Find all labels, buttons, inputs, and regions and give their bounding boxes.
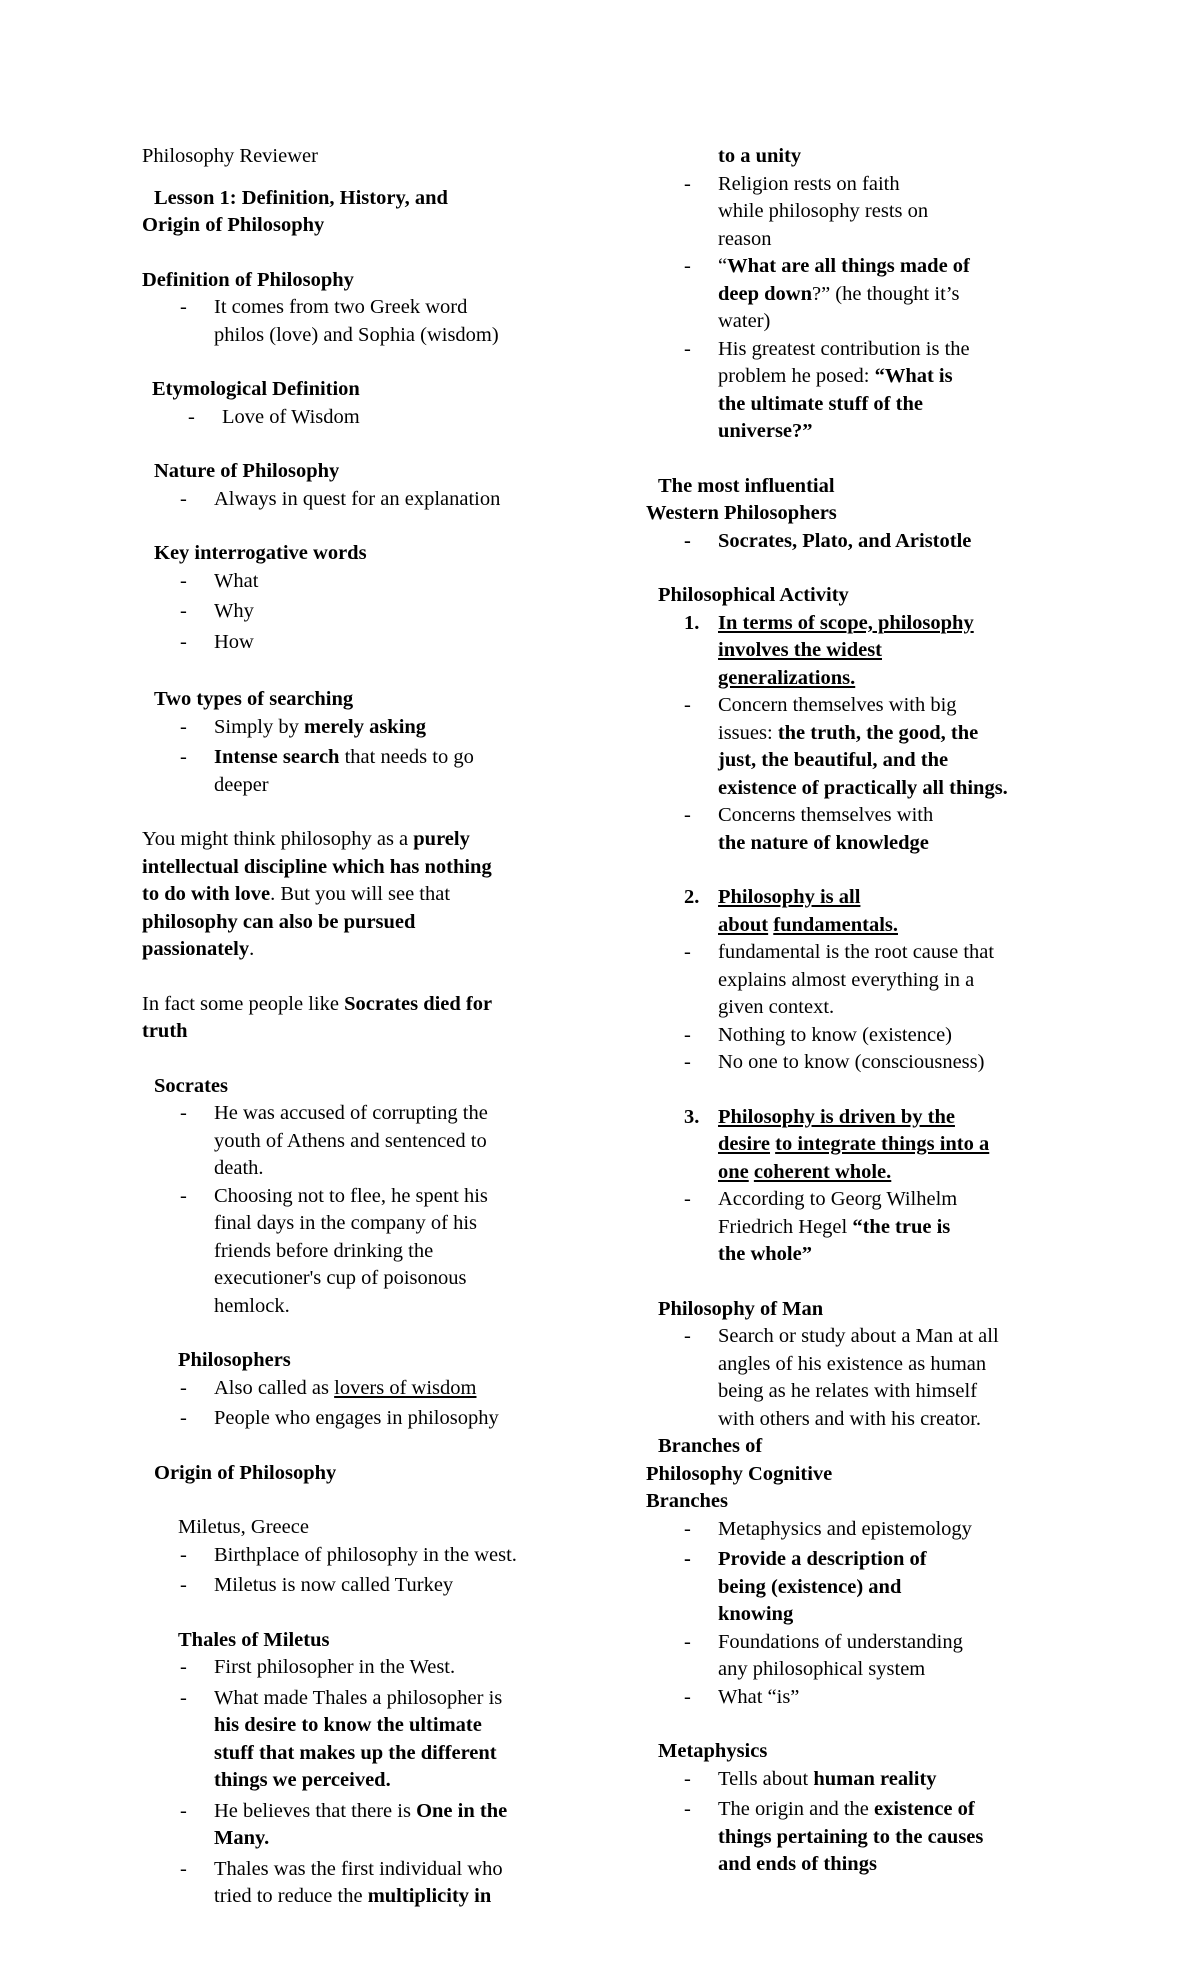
lesson-title: Lesson 1: Definition, History, and — [154, 186, 448, 209]
list-item: - He believes that there is One in the Many. — [142, 1798, 562, 1853]
metaphysics-heading: Metaphysics — [658, 1740, 768, 1762]
list-item: - Concerns themselves with the nature of knowledge — [646, 802, 1096, 857]
list-item: - People who engages in philosophy — [142, 1405, 562, 1433]
list-item: - Also called as lovers of wisdom — [142, 1375, 562, 1403]
list-item: - Simply by merely asking — [142, 714, 562, 742]
key-words-heading: Key interrogative words — [154, 542, 367, 564]
list-item: - Search or study about a Man at all angles of his existence as human being as he relates with himself with others and with his creator. — [646, 1323, 1096, 1433]
lesson-title-line2: Origin of Philosophy — [142, 214, 325, 236]
thales-heading: Thales of Miletus — [178, 1628, 330, 1651]
branches-heading: Branches of — [658, 1435, 763, 1457]
list-item: - The origin and the existence of things pertaining to the causes and ends of things — [646, 1796, 1096, 1879]
list-item: - First philosopher in the West. — [142, 1654, 562, 1682]
list-item: - Love of Wisdom — [142, 404, 562, 432]
branches-heading-line3: Branches — [646, 1490, 728, 1512]
man-heading: Philosophy of Man — [658, 1297, 824, 1320]
list-item: - Socrates, Plato, and Aristotle — [646, 528, 1096, 556]
list-item: - It comes from two Greek word philos (love) and Sophia (wisdom) — [142, 294, 562, 349]
continued-line: to a unity — [718, 145, 802, 167]
origin-heading: Origin of Philosophy — [154, 1461, 337, 1484]
philosophers-heading: Philosophers — [178, 1349, 291, 1371]
list-item: - Nothing to know (existence) — [646, 1022, 1096, 1050]
influential-heading-line2: Western Philosophers — [646, 502, 837, 524]
list-item: - What made Thales a philosopher is his desire to know the ultimate stuff that makes up the different things we perceived. — [142, 1685, 562, 1795]
list-item: - His greatest contribution is the problem he posed: “What is the ultimate stuff of the universe?” — [646, 336, 1096, 446]
activity-heading: Philosophical Activity — [658, 584, 849, 606]
miletus-heading: Miletus, Greece — [178, 1516, 309, 1538]
list-item: - fundamental is the root cause that explains almost everything in a given context. — [646, 939, 1096, 1022]
list-item: - What — [142, 568, 562, 596]
right-column — [646, 143, 1096, 1879]
list-item: - Why — [142, 598, 562, 626]
list-item: - Miletus is now called Turkey — [142, 1572, 562, 1600]
left-column — [142, 143, 562, 1911]
list-item: - Metaphysics and epistemology — [646, 1516, 1096, 1544]
searching-heading: Two types of searching — [154, 688, 354, 710]
list-item: - Always in quest for an explanation — [142, 486, 562, 514]
influential-heading: The most influential — [658, 474, 835, 497]
paragraph-love: You might think philosophy as a purely intellectual discipline which has nothing to do with love. But you will see that philosophy can also be pursued passionately. — [142, 828, 492, 960]
list-item: - Tells about human reality — [646, 1766, 1096, 1794]
list-item: - He was accused of corrupting the youth of Athens and sentenced to death. — [142, 1100, 562, 1183]
definition-heading: Definition of Philosophy — [142, 268, 354, 291]
numbered-item: 1. In terms of scope, philosophy involves the widest generalizations. — [684, 611, 974, 689]
list-item: - How — [142, 629, 562, 657]
list-item: - Concern themselves with big issues: the truth, the good, the just, the beautiful, and the existence of practically all things. — [646, 692, 1096, 802]
list-item: - What “is” — [646, 1684, 1096, 1712]
nature-heading: Nature of Philosophy — [154, 460, 340, 482]
socrates-heading: Socrates — [154, 1074, 229, 1097]
list-item: - “What are all things made of deep down?” (he thought it’s water) — [646, 253, 1096, 336]
list-item: - Choosing not to flee, he spent his final days in the company of his friends before drinking the executioner's cup of poisonous hemlock. — [142, 1183, 562, 1321]
list-item: - No one to know (consciousness) — [646, 1049, 1096, 1077]
branches-heading-line2: Philosophy Cognitive — [646, 1462, 833, 1485]
document-title: Philosophy Reviewer — [142, 145, 318, 167]
list-item: - Intense search that needs to go deeper — [142, 744, 562, 799]
list-item: - Birthplace of philosophy in the west. — [142, 1542, 562, 1570]
list-item: - Provide a description of being (existence) and knowing — [646, 1546, 1096, 1629]
paragraph-socrates: In fact some people like Socrates died for truth — [142, 992, 493, 1042]
list-item: - Foundations of understanding any philosophical system — [646, 1629, 1096, 1684]
list-item: - Thales was the first individual who tried to reduce the multiplicity in — [142, 1856, 562, 1911]
etymological-heading: Etymological Definition — [152, 378, 360, 400]
numbered-item: 2. Philosophy is all about fundamentals. — [684, 886, 898, 936]
list-item: - According to Georg Wilhelm Friedrich Hegel “the true is the whole” — [646, 1186, 1096, 1269]
list-item: - Religion rests on faith while philosophy rests on reason — [646, 171, 1096, 254]
numbered-item: 3. Philosophy is driven by the desire to integrate things into a one coherent whole. — [684, 1105, 990, 1183]
